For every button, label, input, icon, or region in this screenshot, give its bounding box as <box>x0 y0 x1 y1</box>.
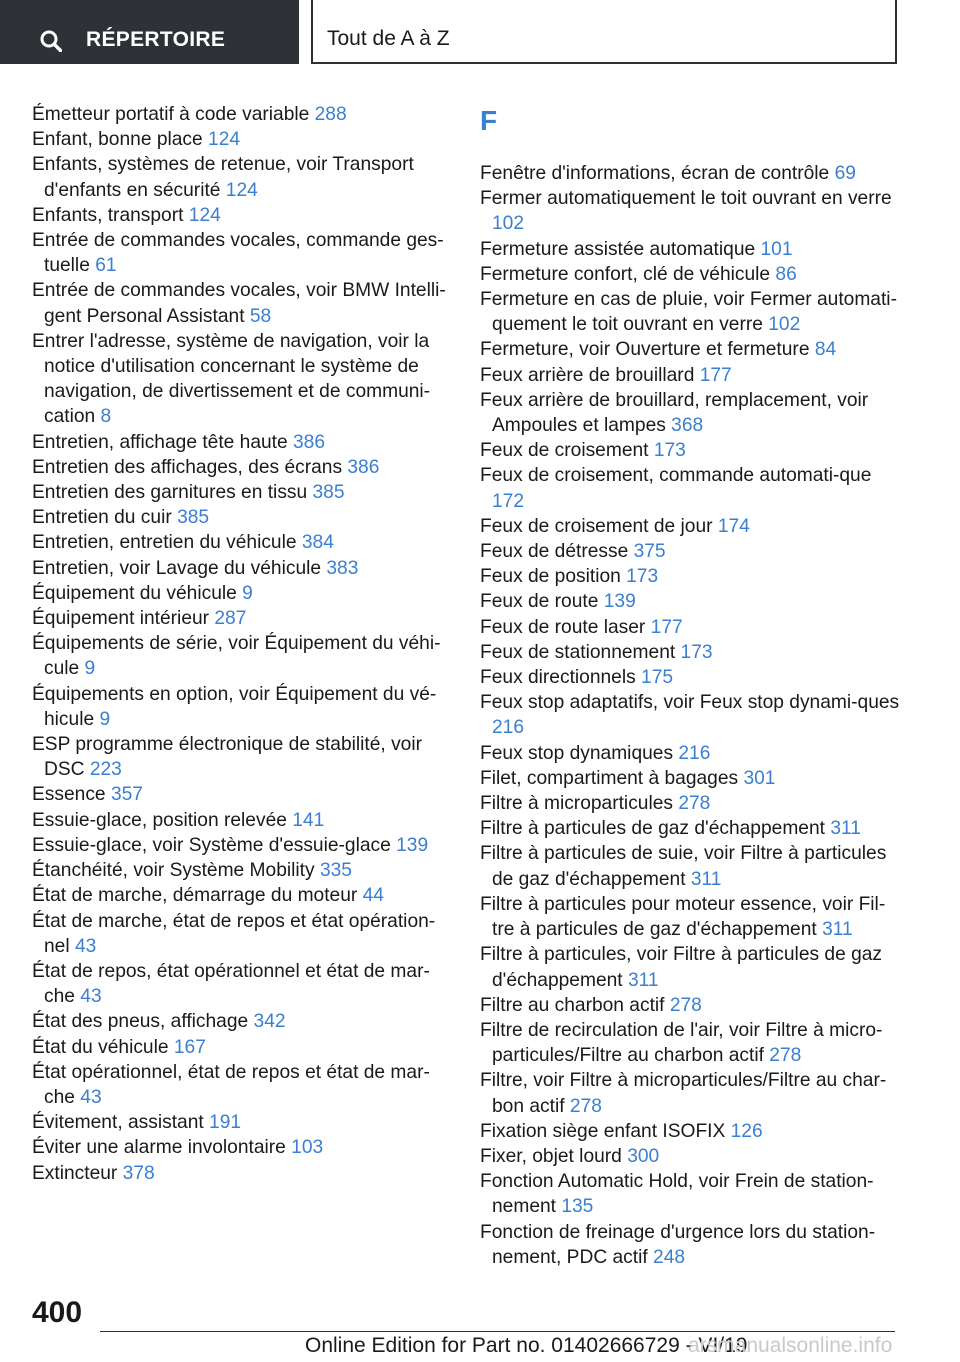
index-entry <box>32 732 452 782</box>
entry-page-link[interactable]: 58 <box>249 305 272 327</box>
index-entry <box>480 841 900 891</box>
entry-term: Enfant, bonne place <box>32 129 209 151</box>
entry-term: Feux de position <box>480 566 627 588</box>
entry-term: Feux directionnels <box>480 667 642 689</box>
entry-term: Équipement du véhicule <box>32 582 243 604</box>
entry-page-link[interactable]: 43 <box>80 986 102 1008</box>
entry-term: Feux de route <box>480 591 604 613</box>
index-entry <box>32 152 452 202</box>
index-column-right <box>480 102 900 1270</box>
entry-term: Entretien, affichage tête haute <box>32 431 293 453</box>
index-entry <box>32 782 452 807</box>
entry-page-link[interactable]: 175 <box>641 667 674 689</box>
entry-page-link[interactable]: 357 <box>110 784 143 806</box>
entry-page-link[interactable]: 311 <box>830 818 861 840</box>
index-entry <box>32 102 452 127</box>
entry-term: Filtre à particules de gaz d'échappement <box>480 818 831 840</box>
index-entry <box>480 438 900 463</box>
index-entry <box>480 1119 900 1144</box>
section-title: Tout de A à Z <box>327 27 450 50</box>
index-entry <box>32 480 452 505</box>
entry-page-link[interactable]: 248 <box>653 1246 686 1268</box>
entry-term: Fermeture assistée automatique <box>480 238 761 260</box>
entry-page-link[interactable]: 311 <box>822 919 853 941</box>
entry-term: Filtre de recirculation de l'air, voir Filtre à micro-particules/Filtre au charbon actif <box>480 1019 883 1067</box>
entry-page-link[interactable]: 378 <box>122 1162 155 1184</box>
entry-term: Feux de route laser <box>480 616 651 638</box>
entry-page-link[interactable]: 288 <box>314 104 347 125</box>
index-entry <box>480 237 900 262</box>
index-entry <box>32 682 452 732</box>
entry-term: Fermeture confort, clé de véhicule <box>480 263 776 285</box>
index-entry <box>32 606 452 631</box>
index-entry <box>32 1060 452 1110</box>
edition-info: Online Edition for Part no. 01402666729 - VI/19 <box>305 1334 748 1357</box>
entry-term: Filtre à particules, voir Filtre à particules de gaz d'échappement <box>480 944 883 991</box>
index-entry <box>480 741 900 766</box>
entry-term: Entretien du cuir <box>32 507 178 529</box>
entry-term: Filet, compartiment à bagages <box>480 767 744 789</box>
entry-term: Feux de croisement, commande automati-que <box>480 465 872 487</box>
index-entry <box>480 514 900 539</box>
entry-term: Feux de croisement de jour <box>480 515 718 537</box>
index-entry <box>32 1110 452 1135</box>
entry-page-link[interactable]: 101 <box>760 238 793 260</box>
entry-page-link[interactable]: 135 <box>561 1196 594 1218</box>
entry-page-link[interactable]: 300 <box>627 1145 660 1167</box>
entry-page-link[interactable]: 61 <box>95 255 117 277</box>
index-entry <box>480 262 900 287</box>
index-entry <box>480 766 900 791</box>
entry-page-link[interactable]: 9 <box>84 658 96 680</box>
entry-term: ESP programme électronique de stabilité, voir DSC <box>32 734 422 781</box>
footer-divider <box>100 1331 895 1332</box>
index-entry <box>480 665 900 690</box>
entry-term: Entretien, entretien du véhicule <box>32 532 302 554</box>
index-entry <box>32 1135 452 1160</box>
index-entry <box>480 287 900 337</box>
index-entry <box>32 127 452 152</box>
entry-term: État des pneus, affichage <box>32 1011 254 1033</box>
entry-term: Filtre à microparticules <box>480 793 679 815</box>
letter-heading: F <box>480 105 498 136</box>
entry-page-link[interactable]: 126 <box>730 1120 763 1142</box>
entry-page-link[interactable]: 278 <box>669 994 702 1016</box>
entry-term: Essence <box>32 784 111 806</box>
entry-term: Feux de stationnement <box>480 641 681 663</box>
index-entry <box>480 337 900 362</box>
index-entry <box>480 690 900 740</box>
entry-page-link[interactable]: 335 <box>319 860 352 882</box>
entry-term: Entretien des affichages, des écrans <box>32 456 348 478</box>
entry-page-link[interactable]: 287 <box>214 608 247 630</box>
entry-term: Équipements de série, voir Équipement du véhi-cule <box>32 633 441 680</box>
entry-page-link[interactable]: 102 <box>768 314 801 336</box>
watermark: arsmanualsonline.info <box>688 1334 893 1357</box>
entry-term: Étanchéité, voir Système Mobility <box>32 860 320 882</box>
entry-term: Entrée de commandes vocales, voir BMW Intelli-gent Personal Assistant <box>32 280 446 327</box>
index-entry <box>32 203 452 228</box>
entry-page-link[interactable]: 44 <box>362 885 384 907</box>
entry-term: Éviter une alarme involontaire <box>32 1137 292 1159</box>
entry-term: État de marche, démarrage du moteur <box>32 885 363 907</box>
entry-page-link[interactable]: 9 <box>99 708 111 730</box>
entry-term: Extincteur <box>32 1162 123 1184</box>
entry-page-link[interactable]: 173 <box>653 440 686 462</box>
index-entry <box>480 589 900 614</box>
index-entry <box>32 1161 452 1186</box>
entry-term: État du véhicule <box>32 1036 174 1058</box>
entry-term: Filtre à particules de suie, voir Filtre à particules de gaz d'échappement <box>480 843 887 890</box>
entry-term: État de marche, état de repos et état opération-nel <box>32 910 436 957</box>
entry-page-link[interactable]: 177 <box>650 616 683 638</box>
index-entries-f <box>480 161 900 1270</box>
index-entry <box>480 1018 900 1068</box>
entry-page-link[interactable]: 386 <box>293 431 326 453</box>
entry-page-link[interactable]: 278 <box>769 1045 802 1067</box>
entry-page-link[interactable]: 385 <box>177 507 210 529</box>
entry-term: État opérationnel, état de repos et état de mar-che <box>32 1061 430 1108</box>
entry-page-link[interactable]: 139 <box>396 834 429 856</box>
entry-term: Fermer automatiquement le toit ouvrant en verre <box>480 188 892 210</box>
entry-term: Feux de croisement <box>480 440 654 462</box>
index-entry <box>480 993 900 1018</box>
section-tab[interactable] <box>311 0 897 64</box>
entry-page-link[interactable]: 141 <box>292 809 325 831</box>
entry-term: Enfants, transport <box>32 204 189 226</box>
index-entry <box>480 640 900 665</box>
index-entry <box>480 539 900 564</box>
entry-term: Filtre, voir Filtre à microparticules/Filtre au char-bon actif <box>480 1070 887 1117</box>
index-entry <box>480 1220 900 1270</box>
index-entry <box>32 833 452 858</box>
entry-page-link[interactable]: 384 <box>301 532 334 554</box>
index-entry <box>32 1035 452 1060</box>
entry-page-link[interactable]: 375 <box>633 541 666 563</box>
index-entry <box>480 791 900 816</box>
index-entry <box>32 455 452 480</box>
index-entry <box>480 388 900 438</box>
entry-page-link[interactable]: 311 <box>690 868 722 890</box>
index-entry <box>32 530 452 555</box>
entry-term: Évitement, assistant <box>32 1112 210 1134</box>
entry-page-link[interactable]: 86 <box>775 263 797 285</box>
entry-page-link[interactable]: 167 <box>173 1036 206 1058</box>
index-entry <box>32 329 452 430</box>
entry-term: Fermeture en cas de pluie, voir Fermer automati-quement le toit ouvrant en verre <box>480 289 897 336</box>
entry-page-link[interactable]: 8 <box>100 406 112 428</box>
entry-page-link[interactable]: 342 <box>253 1011 286 1033</box>
entry-term: Enfants, systèmes de retenue, voir Transport d'enfants en sécurité <box>32 154 414 201</box>
index-entry <box>480 463 900 513</box>
entry-page-link[interactable]: 301 <box>743 767 776 789</box>
entry-page-link[interactable]: 216 <box>492 717 525 739</box>
entry-page-link[interactable]: 223 <box>89 759 122 781</box>
entry-term: Fonction Automatic Hold, voir Frein de station-nement <box>480 1171 874 1218</box>
entry-term: Fermeture, voir Ouverture et fermeture <box>480 339 815 361</box>
entry-page-link[interactable]: 385 <box>312 482 345 504</box>
entry-page-link[interactable]: 43 <box>74 935 97 957</box>
entry-page-link[interactable]: 278 <box>678 793 711 815</box>
index-entry <box>32 808 452 833</box>
entry-term: Fixation siège enfant ISOFIX <box>480 1120 731 1142</box>
entry-term: Entretien des garnitures en tissu <box>32 482 313 504</box>
index-entry <box>480 1169 900 1219</box>
index-entry <box>32 1009 452 1034</box>
index-entry <box>32 556 452 581</box>
index-entry <box>480 615 900 640</box>
entry-term: Filtre au charbon actif <box>480 994 670 1016</box>
index-entry <box>32 278 452 328</box>
index-entry <box>32 883 452 908</box>
entry-page-link[interactable]: 124 <box>188 204 221 226</box>
index-entry <box>480 363 900 388</box>
entry-page-link[interactable]: 174 <box>717 515 750 537</box>
entry-page-link[interactable]: 172 <box>492 490 525 512</box>
entry-term: Équipements en option, voir Équipement du vé-hicule <box>32 683 437 730</box>
entry-page-link[interactable]: 173 <box>626 566 659 588</box>
index-entry <box>32 631 452 681</box>
entry-term: État de repos, état opérationnel et état de mar-che <box>32 960 430 1008</box>
entry-page-link[interactable]: 173 <box>680 641 713 663</box>
index-entry <box>32 505 452 530</box>
entry-term: Feux stop adaptatifs, voir Feux stop dynami-ques <box>480 692 900 714</box>
entry-page-link[interactable]: 311 <box>627 969 659 991</box>
page-number: 400 <box>32 1296 83 1329</box>
index-tab[interactable] <box>0 0 299 64</box>
index-entry <box>32 581 452 606</box>
entry-page-link[interactable]: 139 <box>603 591 636 613</box>
entry-page-link[interactable]: 69 <box>834 163 856 184</box>
entry-page-link[interactable]: 9 <box>242 582 253 604</box>
index-entry <box>480 816 900 841</box>
entry-term: Entrer l'adresse, système de navigation, voir la notice d'utilisation concernant le système de navigation, de divertissement et de communi-cation <box>32 330 431 428</box>
entry-page-link[interactable]: 103 <box>291 1137 324 1159</box>
entry-term: Essuie-glace, voir Système d'essuie-glace <box>32 834 397 856</box>
entry-term: Émetteur portatif à code variable <box>32 104 315 125</box>
entry-page-link[interactable]: 84 <box>814 339 837 361</box>
entry-page-link[interactable]: 177 <box>699 364 732 386</box>
entry-page-link[interactable]: 386 <box>347 456 380 478</box>
entry-term: Fenêtre d'informations, écran de contrôle <box>480 163 835 184</box>
entry-term: Entretien, voir Lavage du véhicule <box>32 557 327 579</box>
index-entry <box>480 564 900 589</box>
index-entry <box>32 430 452 455</box>
entry-term: Entrée de commandes vocales, commande ges-tuelle <box>32 230 444 277</box>
index-entry <box>480 892 900 942</box>
index-entry <box>32 858 452 883</box>
index-entry <box>480 186 900 236</box>
search-icon <box>40 30 62 52</box>
index-entry <box>480 1144 900 1169</box>
entry-term: Feux de détresse <box>480 541 634 563</box>
entry-term: Feux arrière de brouillard <box>480 364 700 386</box>
entry-term: Essuie-glace, position relevée <box>32 809 293 831</box>
entry-page-link[interactable]: 216 <box>678 742 711 764</box>
entry-page-link[interactable]: 368 <box>671 415 704 437</box>
entry-term: Feux stop dynamiques <box>480 742 679 764</box>
entry-page-link[interactable]: 191 <box>209 1112 242 1134</box>
index-entry <box>480 1068 900 1118</box>
index-entry <box>480 161 900 186</box>
index-entry <box>32 959 452 1009</box>
index-column-left <box>32 102 452 1186</box>
index-tab-label: RÉPERTOIRE <box>86 28 226 51</box>
index-entry <box>480 942 900 992</box>
entry-term: Fonction de freinage d'urgence lors du station-nement, PDC actif <box>480 1221 876 1268</box>
entry-term: Fixer, objet lourd <box>480 1145 628 1167</box>
entry-page-link[interactable]: 43 <box>80 1086 102 1108</box>
entry-page-link[interactable]: 124 <box>208 129 241 151</box>
entry-term: Équipement intérieur <box>32 608 215 630</box>
entry-term: Feux arrière de brouillard, remplacement, voir Ampoules et lampes <box>480 389 869 437</box>
entry-page-link[interactable]: 124 <box>225 179 258 201</box>
index-entry <box>32 909 452 959</box>
entry-page-link[interactable]: 278 <box>569 1095 602 1117</box>
entry-term: Filtre à particules pour moteur essence, voir Fil-tre à particules de gaz d'échappement <box>480 893 886 941</box>
entry-page-link[interactable]: 102 <box>492 213 525 235</box>
index-entry <box>32 228 452 278</box>
entry-page-link[interactable]: 383 <box>326 557 359 579</box>
